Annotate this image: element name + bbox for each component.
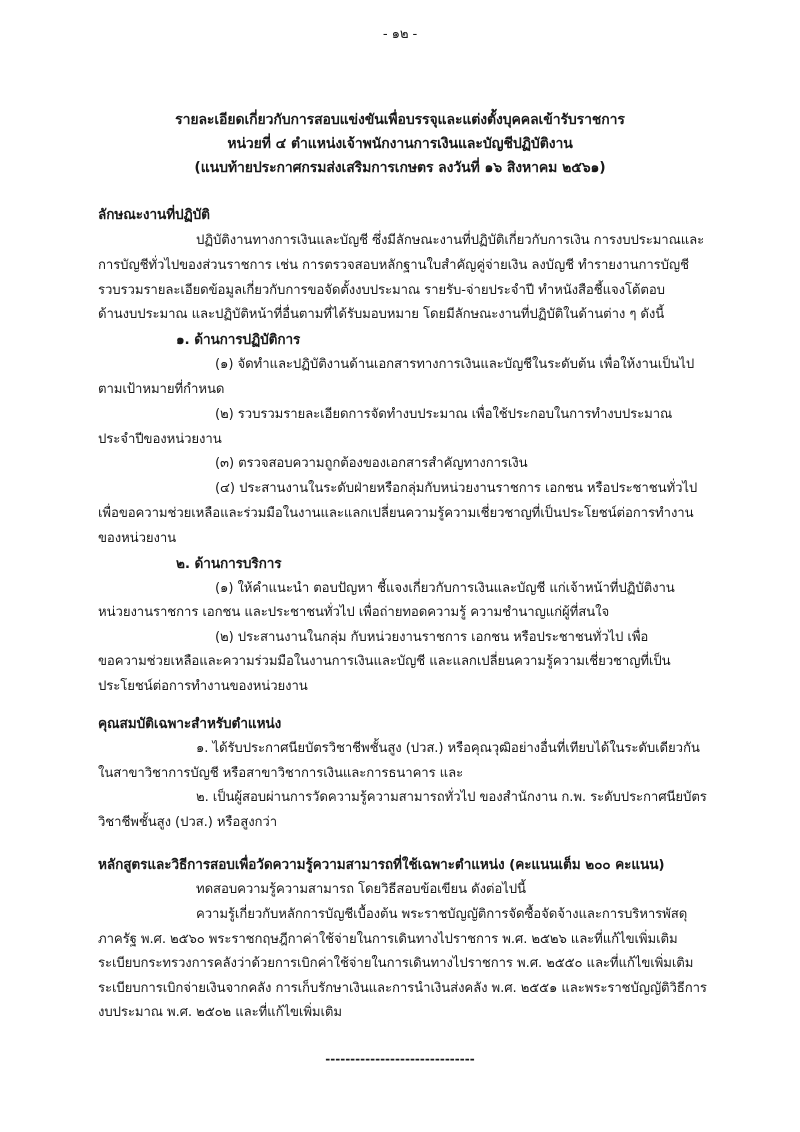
subsection-heading-services: ๒. ด้านการบริการ [176, 556, 282, 572]
list-item-continuation: ตามเป้าหมายที่กำหนด [98, 382, 225, 397]
subsection-heading-operations: ๑. ด้านการปฏิบัติการ [176, 332, 301, 348]
paragraph-line: ระเบียบการเบิกจ่ายเงินจากคลัง การเก็บรักษาเงินและการนำเงินส่งคลัง พ.ศ. ๒๕๕๑ และพระราชบัญญัติวิธีการ [98, 981, 707, 996]
list-item: ๑. ได้รับประกาศนียบัตรวิชาชีพชั้นสูง (ปวส.) หรือคุณวุฒิอย่างอื่นที่เทียบได้ในระดับเดียวกัน [196, 741, 700, 756]
list-item: (๑) ให้คำแนะนำ ตอบปัญหา ชี้แจงเกี่ยวกับการเงินและบัญชี แก่เจ้าหน้าที่ปฏิบัติงาน [215, 581, 675, 596]
paragraph-line: ปฏิบัติงานทางการเงินและบัญชี ซึ่งมีลักษณะงานที่ปฏิบัติเกี่ยวกับการเงิน การงบประมาณและ [196, 233, 705, 248]
paragraph-line: ความรู้เกี่ยวกับหลักการบัญชีเบื้องต้น พระราชบัญญัติการจัดซื้อจัดจ้างและการบริหารพัสดุ [196, 907, 688, 922]
paragraph-line: ทดสอบความรู้ความสามารถ โดยวิธีสอบข้อเขียน ดังต่อไปนี้ [196, 882, 526, 897]
list-item-continuation: เพื่อขอความช่วยเหลือและร่วมมือในงานและแลกเปลี่ยนความรู้ความเชี่ยวชาญที่เป็นประโยชน์ต่อการทำงาน [98, 506, 694, 521]
list-item-continuation: ประจำปีของหน่วยงาน [98, 432, 222, 447]
list-item-continuation: ของหน่วยงาน [98, 531, 177, 546]
paragraph-line: การบัญชีทั่วไปของส่วนราชการ เช่น การตรวจสอบหลักฐานใบสำคัญคู่จ่ายเงิน ลงบัญชี ทำรายงานการบัญชี [98, 258, 689, 273]
section-heading-exam: หลักสูตรและวิธีการสอบเพื่อวัดความรู้ความสามารถที่ใช้เฉพาะตำแหน่ง (คะแนนเต็ม ๒๐๐ คะแนน) [98, 857, 665, 873]
page-number: - ๑๒ - [382, 27, 418, 42]
list-item: ๒. เป็นผู้สอบผ่านการวัดความรู้ความสามารถทั่วไป ของสำนักงาน ก.พ. ระดับประกาศนียบัตร [196, 790, 707, 805]
document-title-line-3: (แนบท้ายประกาศกรมส่งเสริมการเกษตร ลงวันที่ ๑๖ สิงหาคม ๒๕๖๑) [194, 160, 606, 176]
list-item: (๒) ประสานงานในกลุ่ม กับหน่วยงานราชการ เอกชน หรือประชาชนทั่วไป เพื่อ [215, 630, 649, 645]
paragraph-line: รวบรวมรายละเอียดข้อมูลเกี่ยวกับการขอจัดตั้งงบประมาณ รายรับ-จ่ายประจำปี ทำหนังสือชี้แจงโต้ตอบ [98, 283, 665, 298]
section-heading-duties: ลักษณะงานที่ปฏิบัติ [98, 207, 210, 223]
list-item: (๑) จัดทำและปฏิบัติงานด้านเอกสารทางการเงินและบัญชีในระดับต้น เพื่อให้งานเป็นไป [215, 357, 695, 372]
document-title-line-2: หน่วยที่ ๔ ตำแหน่งเจ้าพนักงานการเงินและบัญชีปฏิบัติงาน [227, 136, 573, 152]
paragraph-line: งบประมาณ พ.ศ. ๒๕๐๒ และที่แก้ไขเพิ่มเติม [98, 1005, 342, 1020]
paragraph-line: ด้านงบประมาณ และปฏิบัติหน้าที่อื่นตามที่ได้รับมอบหมาย โดยมีลักษณะงานที่ปฏิบัติในด้านต่าง ๆ ดังนี้ [98, 307, 665, 322]
list-item: (๓) ตรวจสอบความถูกต้องของเอกสารสำคัญทางการเงิน [215, 456, 528, 471]
paragraph-line: ภาครัฐ พ.ศ. ๒๕๖๐ พระราชกฤษฎีกาค่าใช้จ่ายในการเดินทางไปราชการ พ.ศ. ๒๕๒๖ และที่แก้ไขเพิ่มเติม [98, 932, 678, 947]
list-item: (๔) ประสานงานในระดับฝ่ายหรือกลุ่มกับหน่วยงานราชการ เอกชน หรือประชาชนทั่วไป [215, 481, 698, 496]
list-item-continuation: ในสาขาวิชาการบัญชี หรือสาขาวิชาการเงินและการธนาคาร และ [98, 766, 464, 781]
document-title-line-1: รายละเอียดเกี่ยวกับการสอบแข่งขันเพื่อบรรจุและแต่งตั้งบุคคลเข้ารับราชการ [175, 112, 625, 128]
list-item-continuation: วิชาชีพชั้นสูง (ปวส.) หรือสูงกว่า [98, 815, 278, 830]
list-item-continuation: หน่วยงานราชการ เอกชน และประชาชนทั่วไป เพื่อถ่ายทอดความรู้ ความชำนาญแก่ผู้ที่สนใจ [98, 605, 610, 620]
list-item-continuation: ประโยชน์ต่อการทำงานของหน่วยงาน [98, 679, 308, 694]
list-item: (๒) รวบรวมรายละเอียดการจัดทำงบประมาณ เพื่อใช้ประกอบในการทำงบประมาณ [215, 407, 673, 422]
paragraph-line: ระเบียบกระทรวงการคลังว่าด้วยการเบิกค่าใช้จ่ายในการเดินทางไปราชการ พ.ศ. ๒๕๕๐ และที่แก้ไขเพิ่มเติม [98, 956, 694, 971]
section-heading-qualifications: คุณสมบัติเฉพาะสำหรับตำแหน่ง [98, 716, 282, 732]
list-item-continuation: ขอความช่วยเหลือและความร่วมมือในงานการเงินและบัญชี และแลกเปลี่ยนความรู้ความเชี่ยวชาญที่เป็น [98, 654, 671, 669]
footer-separator: ------------------------------ [325, 1052, 475, 1066]
